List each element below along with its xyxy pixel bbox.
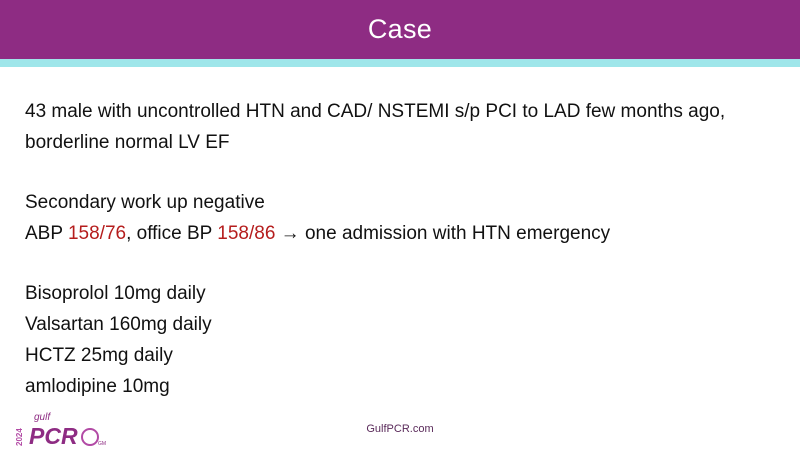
slide-body [25, 96, 785, 402]
history-line-1: 43 male with uncontrolled HTN and CAD/ NSTEMI s/p PCI to LAD few months ago, [25, 101, 726, 122]
bp-middle: , office BP [126, 223, 218, 244]
office-bp-value: 158/86 [217, 223, 276, 244]
history-line-2: borderline normal LV EF [25, 132, 230, 153]
logo-year: 2024 [15, 428, 24, 446]
accent-divider [0, 59, 800, 67]
slide-title: Case [367, 14, 433, 44]
footer-url: GulfPCR.com [366, 423, 434, 435]
medication-item: amlodipine 10mg [25, 376, 170, 397]
bp-line [25, 218, 785, 249]
logo-suffix: GM [98, 441, 107, 447]
workup-line: Secondary work up negative [25, 192, 265, 213]
arrow-icon: → [275, 223, 305, 244]
bp-prefix: ABP [25, 223, 68, 244]
medication-item: Bisoprolol 10mg daily [25, 283, 206, 304]
logo-brand: PCR [29, 423, 78, 449]
title-bar [0, 0, 800, 59]
abp-value: 158/76 [67, 223, 127, 244]
logo-gulf: gulf [34, 412, 51, 423]
medication-item: HCTZ 25mg daily [25, 345, 173, 366]
medication-item: Valsartan 160mg daily [25, 314, 212, 335]
bp-suffix: one admission with HTN emergency [304, 223, 611, 244]
